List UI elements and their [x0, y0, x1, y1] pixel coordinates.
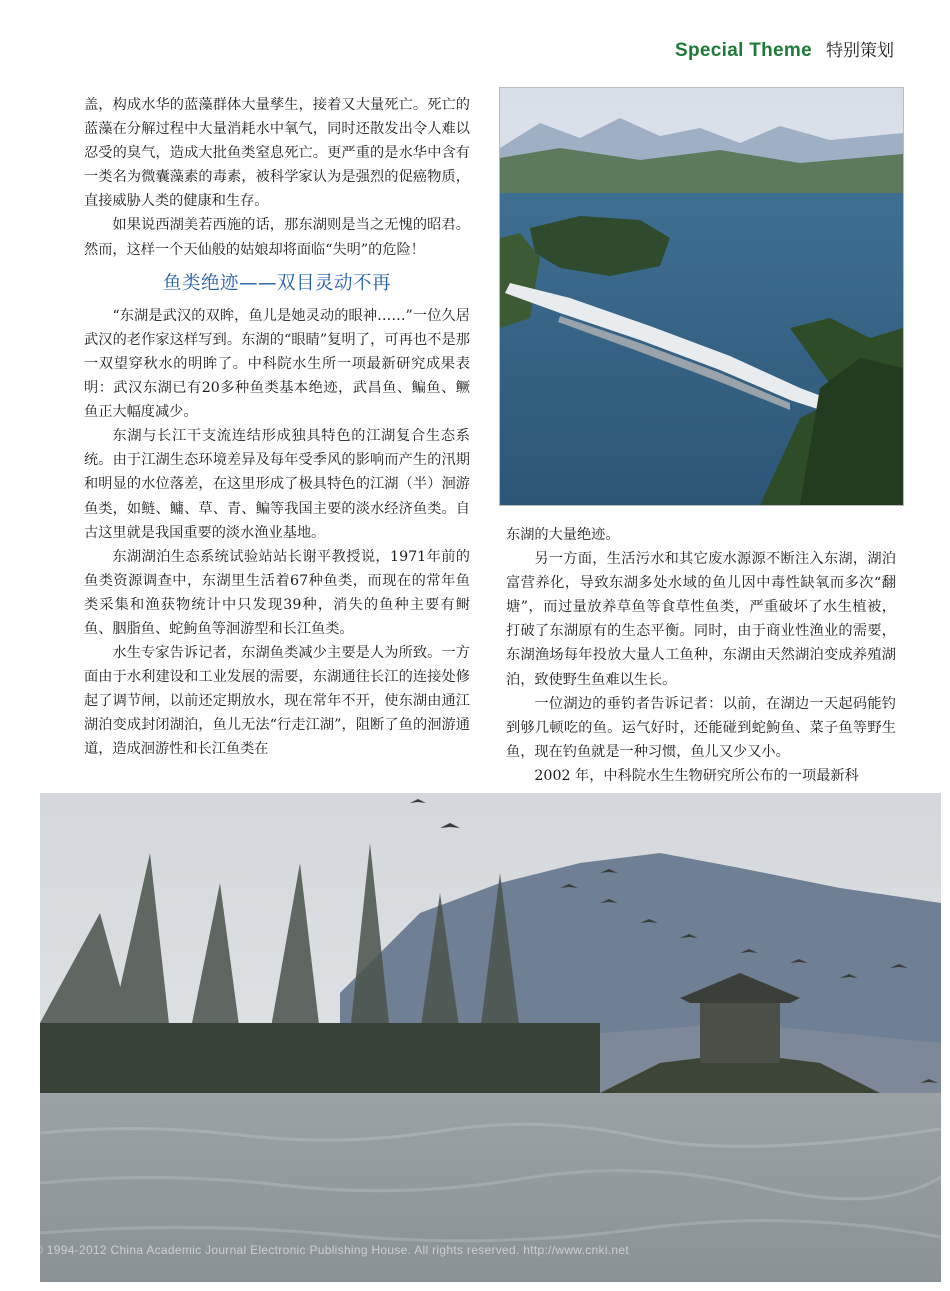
paragraph: 东湖湖泊生态系统试验站站长谢平教授说，1971年前的鱼类资源调查中，东湖里生活着67种鱼类，而现在的常年鱼类采集和渔获物统计中只发现39种，消失的鱼种主要有鲥鱼、胭脂鱼、蛇鮈鱼等洄游型和长江鱼类。: [84, 548, 470, 637]
paragraph: 东湖的大量绝迹。: [506, 527, 620, 543]
copyright-watermark: © 1994-2012 China Academic Journal Electronic Publishing House. All rights reserved. http://www.cnki.net: [34, 1243, 629, 1257]
paragraph: 一位湖边的垂钓者告诉记者：以前，在湖边一天起码能钓到够几顿吃的鱼。运气好时，还能碰到蛇鮈鱼、菜子鱼等野生鱼，现在钓鱼就是一种习惯，鱼儿又少又小。: [506, 695, 896, 760]
paragraph: 水生专家告诉记者，东湖鱼类减少主要是人为所致。一方面由于水利建设和工业发展的需要，东湖通往长江的连接处修起了调节闸，以前还定期放水，现在常年不开，使东湖由通江湖泊变成封闭湖泊，鱼儿无法“行走江湖”，阻断了鱼的洄游通道，造成洄游性和长江鱼类在: [84, 645, 470, 758]
paragraph: 2002 年，中科院水生生物研究所公布的一项最新科: [534, 767, 859, 784]
lake-bridge-photo: [499, 87, 904, 506]
paragraph: 另一方面，生活污水和其它废水源源不断注入东湖，湖泊富营养化，导致东湖多处水域的鱼儿因中毒性缺氧而多次“翻塘”，而过量放养草鱼等食草性鱼类，严重破坏了水生植被，打破了东湖原有的生态平衡。同时，由于商业性渔业的需要，东湖渔场每年投放大量人工鱼种，东湖由天然湖泊变成养殖湖泊，致使野生鱼难以生长。: [506, 551, 896, 688]
section-title-en: Special Theme: [675, 40, 812, 61]
subheading: 鱼类绝迹——双目灵动不再: [162, 272, 391, 294]
paragraph: 东湖与长江干支流连结形成独具特色的江湖复合生态系统。由于江湖生态环境差异及每年受季风的影响而产生的汛期和明显的水位落差，在这里形成了极具特色的江湖（半）洄游鱼类，如鲢、鳙、草、青、鳊等我国主要的淡水经济鱼类。自古这里就是我国重要的淡水渔业基地。: [84, 428, 470, 541]
section-title-zh: 特别策划: [826, 41, 894, 61]
paragraph: “东湖是武汉的双眸，鱼儿是她灵动的眼神……”一位久居武汉的老作家这样写到。东湖的“眼睛”复明了，可再也不是那一双望穿秋水的明眸了。中科院水生所一项最新研究成果表明：武汉东湖已有20多种鱼类基本绝迹，武昌鱼、鳊鱼、鳜鱼正大幅度减少。: [84, 307, 470, 421]
section-header: [675, 36, 894, 62]
right-text-column: [506, 523, 896, 788]
paragraph: 盖，构成水华的蓝藻群体大量孳生，接着又大量死亡。死亡的蓝藻在分解过程中大量消耗水中氧气，同时还散发出令人难以忍受的臭气，造成大批鱼类窒息死亡。更严重的是水华中含有一类名为微囊藻素的毒素，被科学家认为是强烈的促癌物质，直接威胁人类的健康和生存。: [84, 97, 470, 210]
left-text-column: [84, 93, 470, 762]
paragraph: 如果说西湖美若西施的话，那东湖则是当之无愧的昭君。然而，这样一个天仙般的姑娘却将面临“失明”的危险！: [84, 217, 470, 258]
lake-island-birds-photo: [40, 793, 941, 1282]
